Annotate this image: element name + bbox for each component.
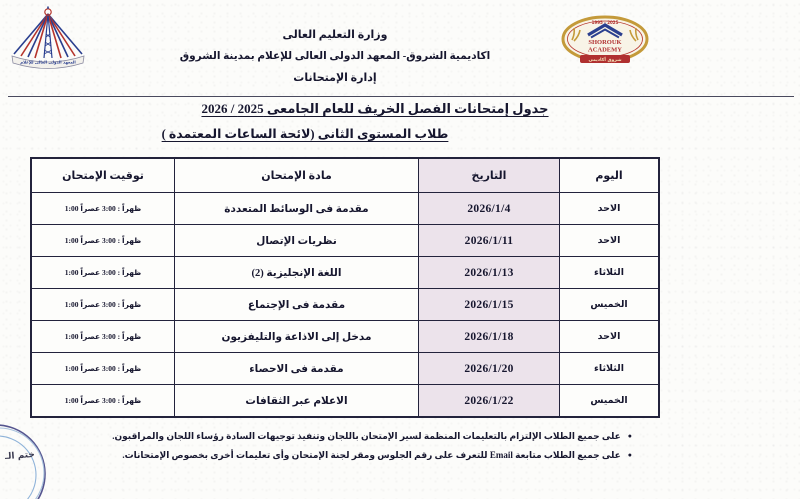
svg-text:1995 - 2025: 1995 - 2025 <box>591 20 619 25</box>
table-row <box>31 257 659 289</box>
bullet-icon: ● <box>627 451 632 459</box>
col-header-date: التاريخ <box>419 158 560 193</box>
academy-line: اكاديمية الشروق- المعهد الدولى العالى للإعلام بمدينة الشروق <box>179 51 491 62</box>
day-cell: الاحد <box>560 321 660 353</box>
col-header-time: توقيت الإمتحان <box>31 158 175 193</box>
subject-cell: مقدمة فى الإجتماع <box>175 289 419 321</box>
table-header-row <box>31 158 659 193</box>
time-cell: 1:00 ظهراً : 3:00 عصراً <box>31 225 175 257</box>
subject-cell: مدخل إلى الاذاعة والتليفزيون <box>175 321 419 353</box>
bullet-icon: ● <box>627 432 632 440</box>
instruction-text: على جميع الطلاب متابعة Email للتعرف على رقم الجلوس ومقر لجنة الإمتحان وأى تعليمات أخرى بخصوص الإمتحانات. <box>122 450 621 460</box>
svg-text:ACADEMY: ACADEMY <box>588 46 622 54</box>
academy-logo-icon <box>558 13 652 69</box>
stamp-label: ختم الـ <box>4 449 36 463</box>
day-cell: الثلاثاء <box>560 353 660 385</box>
table-row <box>31 385 659 418</box>
date-cell: 2026/1/4 <box>419 193 560 225</box>
exam-schedule-table <box>30 157 660 418</box>
col-header-subject: مادة الإمتحان <box>175 158 419 193</box>
day-cell: الاحد <box>560 193 660 225</box>
svg-text:SHOROUK: SHOROUK <box>588 39 622 46</box>
time-cell: 1:00 ظهراً : 3:00 عصراً <box>31 321 175 353</box>
table-row <box>31 193 659 225</box>
day-cell: الخميس <box>560 289 660 321</box>
header-divider <box>8 96 794 97</box>
institute-logo-icon <box>6 6 90 72</box>
date-cell: 2026/1/15 <box>419 289 560 321</box>
footer-instructions <box>112 431 632 469</box>
date-cell: 2026/1/20 <box>419 353 560 385</box>
schedule-title: جدول إمتحانات الفصل الخريف للعام الجامعى 2025 / 2026 <box>201 101 549 116</box>
time-cell: 1:00 ظهراً : 3:00 عصراً <box>31 385 175 418</box>
col-header-day: اليوم <box>560 158 660 193</box>
subject-cell: نظريات الإتصال <box>175 225 419 257</box>
table-row <box>31 353 659 385</box>
svg-text:المعهد الدولى العالى للإعلام: المعهد الدولى العالى للإعلام <box>20 59 76 65</box>
time-cell: 1:00 ظهراً : 3:00 عصراً <box>31 193 175 225</box>
org-header <box>170 28 500 84</box>
day-cell: الاحد <box>560 225 660 257</box>
svg-text:شروق أكاديمى: شروق أكاديمى <box>588 57 622 63</box>
time-cell: 1:00 ظهراً : 3:00 عصراً <box>31 289 175 321</box>
table-row <box>31 289 659 321</box>
subject-cell: اللغة الإنجليزية (2) <box>175 257 419 289</box>
date-cell: 2026/1/22 <box>419 385 560 418</box>
date-cell: 2026/1/18 <box>419 321 560 353</box>
day-cell: الثلاثاء <box>560 257 660 289</box>
instruction-text: على جميع الطلاب الإلتزام بالتعليمات المنظمة لسير الإمتحان باللجان وتنفيذ توجيهات السادة رؤساء اللجان والمراقبون. <box>112 431 621 441</box>
date-cell: 2026/1/11 <box>419 225 560 257</box>
exams-admin-line: إدارة الإمتحانات <box>293 72 377 84</box>
time-cell: 1:00 ظهراً : 3:00 عصراً <box>31 257 175 289</box>
instruction-item <box>112 431 632 442</box>
time-cell: 1:00 ظهراً : 3:00 عصراً <box>31 353 175 385</box>
schedule-subtitle: طلاب المستوى الثانى (لائحة الساعات المعتمدة ) <box>161 127 449 141</box>
instruction-item <box>112 450 632 461</box>
date-cell: 2026/1/13 <box>419 257 560 289</box>
table-row <box>31 225 659 257</box>
subject-cell: الاعلام عبر الثقافات <box>175 385 419 418</box>
table-row <box>31 321 659 353</box>
day-cell: الخميس <box>560 385 660 418</box>
subject-cell: مقدمة فى الوسائط المتعددة <box>175 193 419 225</box>
ministry-line: وزارة التعليم العالى <box>282 29 388 41</box>
subject-cell: مقدمة فى الاحصاء <box>175 353 419 385</box>
